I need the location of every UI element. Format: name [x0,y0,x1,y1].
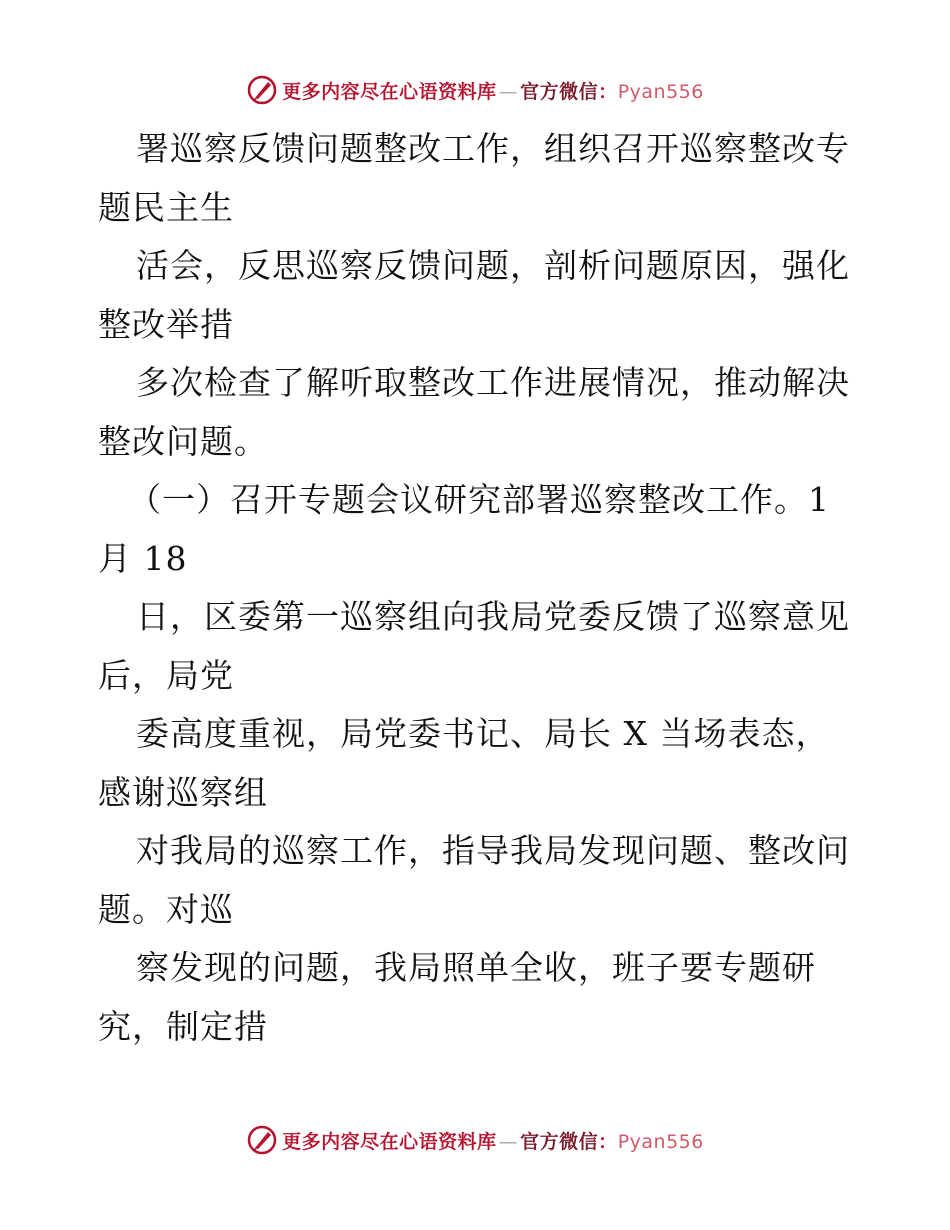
header-banner-sub: 官方微信 [520,80,599,103]
header-banner-handle: Pyan556 [617,80,704,103]
body-line: 多次检查了解听取整改工作进展情况，推动解决 [136,363,850,402]
body-line: 后，局党 [98,655,234,695]
footer-banner-text [282,1127,704,1154]
quill-pen-logo-icon [246,74,278,106]
header-banner-sep: ： [598,80,618,103]
footer-banner-main: 更多内容尽在心语资料库 [282,1130,497,1153]
body-line: 活会，反思巡察反馈问题，剖析问题原因，强化 [136,246,850,285]
body-line: 委高度重视，局党委书记、局长 X 当场表态， [136,714,830,753]
document-body [98,120,858,1056]
body-line: 对我局的巡察工作，指导我局发现问题、整改问 [136,831,850,870]
body-line: 题民主生 [98,187,234,227]
quill-pen-logo-icon [246,1124,278,1156]
footer-banner-sub: 官方微信 [520,1130,599,1153]
header-banner-text [282,77,704,104]
body-line: 察发现的问题，我局照单全收，班子要专题研 [136,948,816,987]
header-banner-main: 更多内容尽在心语资料库 [282,80,497,103]
body-line: （一）召开专题会议研究部署巡察整改工作。1 [128,480,830,519]
footer-banner [0,1120,950,1160]
body-line: 月 18 [98,538,188,578]
body-line: 整改问题。 [98,421,268,461]
body-line: 究，制定措 [98,1006,268,1046]
body-line: 署巡察反馈问题整改工作，组织召开巡察整改专 [136,129,850,168]
body-line: 感谢巡察组 [98,772,268,812]
footer-banner-handle: Pyan556 [617,1130,704,1153]
body-line: 整改举措 [98,304,234,344]
body-line: 题。对巡 [98,889,234,929]
body-line: 日，区委第一巡察组向我局党委反馈了巡察意见 [136,597,850,636]
footer-banner-sep: ： [598,1130,618,1153]
header-banner [0,70,950,110]
header-banner-dash: — [498,80,519,103]
footer-banner-dash: — [498,1130,519,1153]
